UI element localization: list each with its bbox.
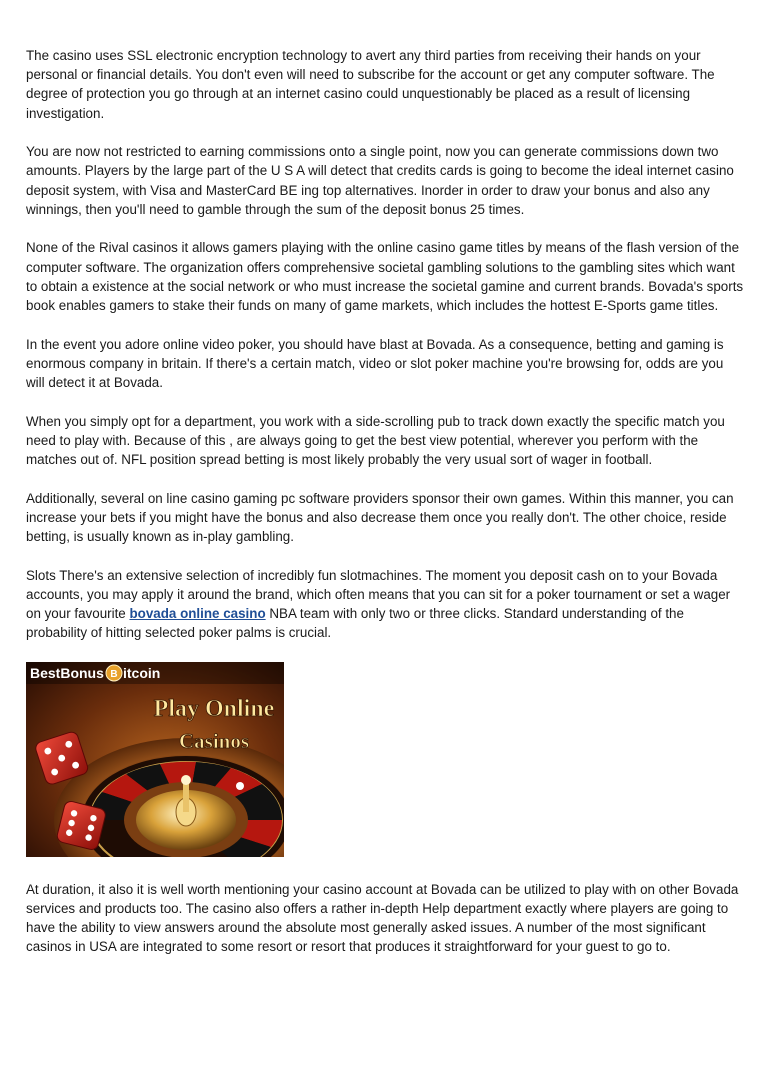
headline-line-2: Casinos [178, 728, 250, 753]
paragraph-7 [26, 566, 744, 643]
paragraph-5: When you simply opt for a department, you work with a side-scrolling pub to track down exactly the specific match you need to play with. Because of this , are always going to get the best view potential, wherever you perform with the matches out of. NFL position spread betting is most likely probably the very usual sort of wager in football. [26, 413, 725, 468]
bovada-online-casino-link[interactable]: bovada online casino [129, 606, 266, 622]
paragraph-1: The casino uses SSL electronic encryption technology to avert any third parties from receiving their hands on your personal or financial details. You don't even will need to subscribe for the account or get any computer software. The degree of protection you go through at an internet casino could unquestionably be placed as a result of licensing investigation. [26, 48, 715, 121]
brand-text-right: itcoin [123, 664, 161, 681]
bitcoin-coin-icon: B [110, 668, 118, 680]
paragraph-6: Additionally, several on line casino gaming pc software providers sponsor their own games. Within this manner, you can increase your bets if you might have the bonus and also decrease them once you really don't. The other choice, reside betting, is usually known as in-play gambling. [26, 490, 734, 545]
paragraph-2: You are now not restricted to earning commissions onto a single point, now you can generate commissions down two amounts. Players by the large part of the U S A will detect that credits cards is going to become the ideal internet casino deposit system, with Visa and MasterCard BE ing top alternatives. Inorder in order to draw your bonus and also any winnings, then you'll need to gamble through the sum of the deposit bonus 25 times. [26, 144, 734, 217]
bestbonus-bitcoin-logo [26, 662, 284, 684]
casino-promo-image [26, 662, 284, 857]
paragraph-7-text-after: NBA team with only two or three clicks. Standard understanding of the probability of hitting selected poker palms is crucial. [26, 606, 684, 641]
brand-text-left: BestBonus [30, 664, 104, 681]
paragraph-8: At duration, it also it is well worth mentioning your casino account at Bovada can be utilized to play with on other Bovada services and products too. The casino also offers a rather in-depth Help department exactly where players are going to have the ability to view answers around the absolute most generally asked issues. A number of the most significant casinos in USA are integrated to some resort or resort that produces it straightforward for your guest to go to. [26, 881, 739, 955]
headline-line-1: Play Online [153, 695, 275, 722]
document-page [26, 46, 744, 976]
paragraph-7-text-before: Slots There's an extensive selection of incredibly fun slotmachines. The moment you deposit cash on to your Bovada accounts, you may apply it around the brand, which often means that you can sit for a poker tournament or set a wager on your favourite [26, 567, 731, 622]
paragraph-4: In the event you adore online video poker, you should have blast at Bovada. As a consequence, betting and gaming is enormous company in britain. If there's a certain match, video or slot poker machine you're browsing for, odds are you will detect it at Bovada. [26, 336, 724, 391]
paragraph-3: None of the Rival casinos it allows gamers playing with the online casino game titles by means of the flash version of the computer software. The organization offers comprehensive societal gambling solutions to the gambling sites which want to obtain a existence at the social network or who must increase the societal gamine and current brands. Bovada's sports book enables gamers to stake their funds on many of game markets, which includes the hottest E-Sports game titles. [26, 240, 744, 314]
casino-promo-illustration [26, 662, 284, 857]
